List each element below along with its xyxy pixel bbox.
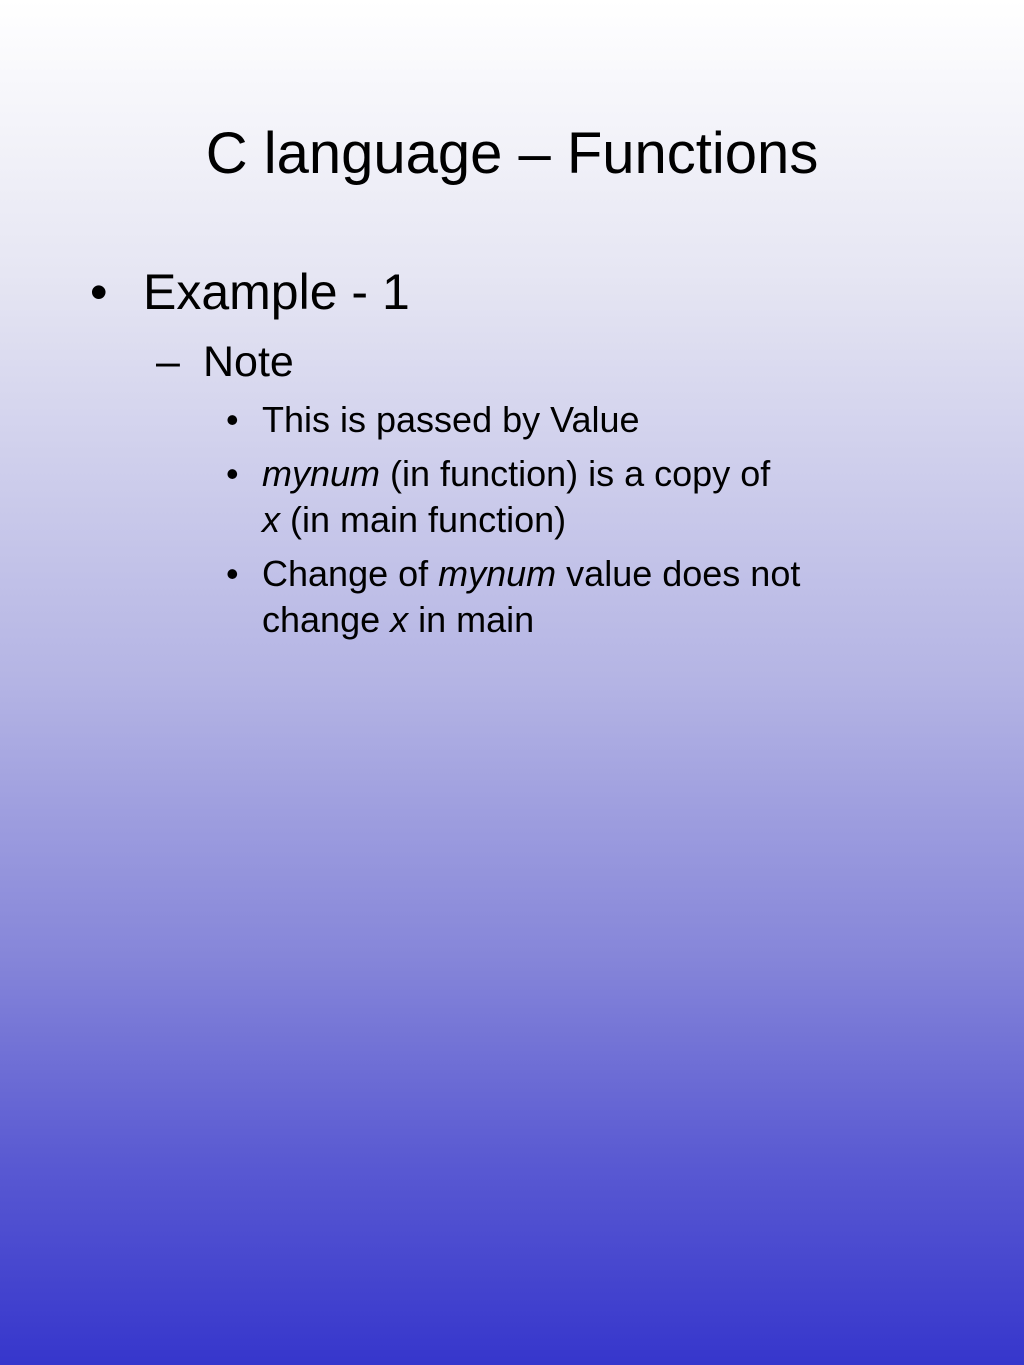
level3-bullet-change-line1 <box>262 551 800 597</box>
bullet-icon: • <box>226 399 239 440</box>
bullet-text: (in function) is a copy of <box>380 453 771 494</box>
level3-bullet-passed-by-value: This is passed by Value <box>262 399 640 440</box>
level3-bullet-copy-line2 <box>262 497 566 543</box>
bullet-text: (in main function) <box>280 499 567 540</box>
bullet-icon: • <box>226 553 239 594</box>
italic-term: x <box>262 499 280 540</box>
level2-bullet-note: Note <box>203 338 294 386</box>
bullet-icon: • <box>90 264 108 320</box>
level3-bullet-copy-line1 <box>262 451 770 497</box>
bullet-text: in main <box>408 599 535 640</box>
bullet-text: value does not <box>556 553 801 594</box>
italic-term: mynum <box>262 453 381 494</box>
bullet-text: change <box>262 599 391 640</box>
bullet-icon: • <box>226 453 239 494</box>
slide-title: C language – Functions <box>205 121 819 186</box>
bullet-text: Change of <box>262 553 439 594</box>
italic-term: x <box>390 599 409 640</box>
level1-bullet-example: Example - 1 <box>143 264 410 320</box>
italic-term: mynum <box>438 553 557 594</box>
level3-bullet-change-line2 <box>262 597 534 643</box>
dash-icon: – <box>156 338 180 386</box>
